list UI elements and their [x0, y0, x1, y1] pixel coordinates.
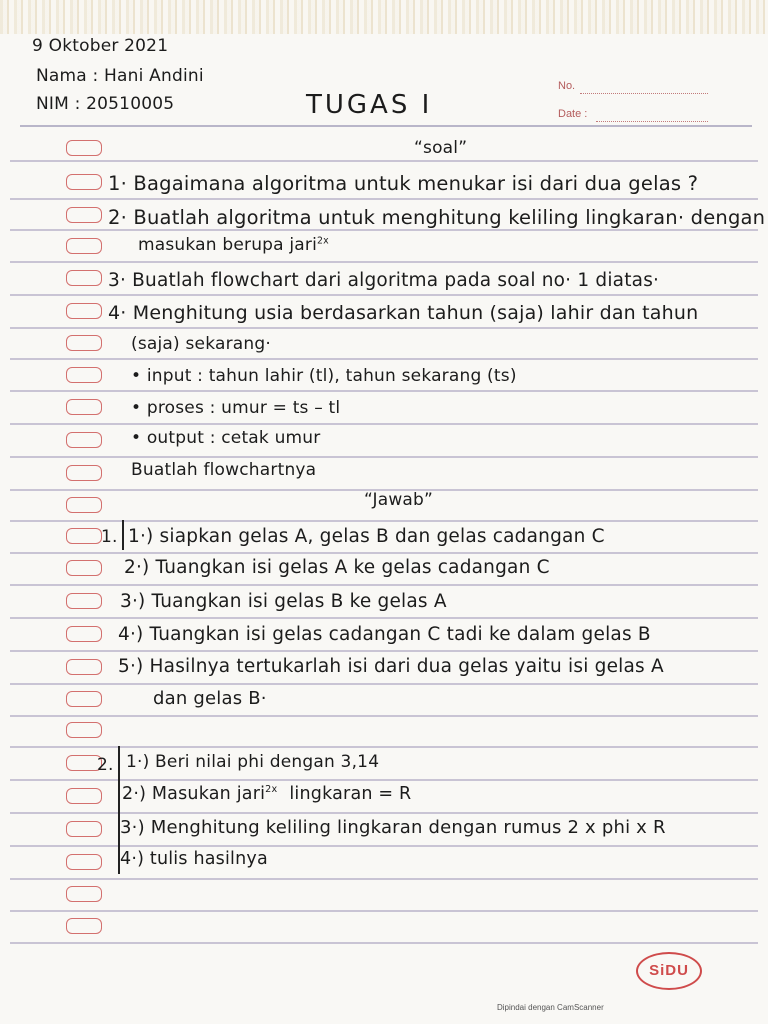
answer-1-step-5-cont: dan gelas B· [153, 688, 267, 709]
soal-line-7: • input : tahun lahir (tl), tahun sekarang (ts) [131, 366, 517, 386]
answer-2-number: 2. [97, 755, 114, 775]
ruled-line [10, 746, 758, 748]
header-rule [20, 125, 752, 127]
ruled-line [10, 358, 758, 360]
superscript: 2x [265, 784, 278, 796]
ruled-line [10, 327, 758, 329]
margin-checkbox [66, 303, 102, 319]
no-field-line [580, 93, 708, 94]
margin-checkbox [66, 174, 102, 190]
ruled-line [10, 942, 758, 944]
date-field-label: Date : [558, 108, 588, 120]
margin-checkbox [66, 367, 102, 383]
margin-checkbox [66, 854, 102, 870]
ruled-line [10, 390, 758, 392]
ruled-line [10, 617, 758, 619]
ruled-line [10, 584, 758, 586]
soal-line-10: Buatlah flowchartnya [131, 460, 317, 480]
ruled-line [10, 845, 758, 847]
soal-heading: “soal” [414, 138, 468, 158]
ruled-line [10, 779, 758, 781]
soal-line-3 [138, 235, 329, 255]
sidu-brand-text: SiDU [649, 962, 689, 979]
soal-line-5: 4· Menghitung usia berdasarkan tahun (saja) lahir dan tahun [108, 302, 699, 324]
margin-checkbox [66, 270, 102, 286]
ruled-line [10, 456, 758, 458]
soal-line-8: • proses : umur = ts – tl [131, 398, 341, 418]
superscript: 2x [317, 235, 329, 247]
margin-checkbox [66, 886, 102, 902]
margin-checkbox [66, 593, 102, 609]
ruled-line [10, 229, 758, 231]
margin-checkbox [66, 821, 102, 837]
ruled-line [10, 650, 758, 652]
margin-checkbox [66, 560, 102, 576]
assignment-title: TUGAS I [306, 90, 433, 120]
answer-1-bracket [122, 520, 124, 550]
answer-1-step-2: 2·) Tuangkan isi gelas A ke gelas cadangan C [124, 557, 550, 578]
soal-line-6: (saja) sekarang· [131, 334, 271, 354]
date-field-line [596, 121, 708, 122]
answer-1-step-5: 5·) Hasilnya tertukarlah isi dari dua gelas yaitu isi gelas A [118, 656, 664, 677]
ruled-line [10, 261, 758, 263]
margin-checkbox [66, 207, 102, 223]
answer-2-step-1: 1·) Beri nilai phi dengan 3,14 [126, 752, 380, 772]
margin-checkbox [66, 691, 102, 707]
ruled-line [10, 198, 758, 200]
answer-1-step-3: 3·) Tuangkan isi gelas B ke gelas A [120, 591, 447, 612]
margin-checkbox [66, 722, 102, 738]
margin-checkbox [66, 238, 102, 254]
soal-line-9: • output : cetak umur [131, 428, 321, 448]
ruled-line [10, 552, 758, 554]
margin-checkbox [66, 497, 102, 513]
soal-line-1: 1· Bagaimana algoritma untuk menukar isi dari dua gelas ? [108, 172, 699, 195]
answer-1-step-1: 1·) siapkan gelas A, gelas B dan gelas cadangan C [128, 526, 605, 547]
ruled-line [10, 812, 758, 814]
margin-checkbox [66, 918, 102, 934]
ruled-line [10, 683, 758, 685]
margin-checkbox [66, 465, 102, 481]
margin-checkbox [66, 788, 102, 804]
student-name: Nama : Hani Andini [36, 66, 204, 86]
student-nim: NIM : 20510005 [36, 94, 175, 114]
date-line: 9 Oktober 2021 [32, 36, 169, 56]
margin-checkbox [66, 659, 102, 675]
ruled-line [10, 715, 758, 717]
ruled-line [10, 294, 758, 296]
soal-line-3-text: masukan berupa jari [138, 235, 318, 255]
answer-1-number: 1. [101, 527, 118, 547]
sidu-brand-seal [636, 952, 702, 990]
margin-checkbox [66, 626, 102, 642]
margin-checkbox [66, 432, 102, 448]
torn-paper-edge [0, 0, 768, 34]
margin-checkbox [66, 335, 102, 351]
margin-checkbox [66, 140, 102, 156]
answer-2-step-2-text: 2·) Masukan jari [122, 784, 266, 804]
ruled-line [10, 878, 758, 880]
answer-1-step-4: 4·) Tuangkan isi gelas cadangan C tadi ke dalam gelas B [118, 624, 651, 645]
answer-2-step-2 [122, 784, 411, 804]
scanner-watermark: Dipindai dengan CamScanner [497, 1003, 604, 1012]
soal-line-4: 3· Buatlah flowchart dari algoritma pada soal no· 1 diatas· [108, 270, 660, 291]
answer-2-step-3: 3·) Menghitung keliling lingkaran dengan rumus 2 x phi x R [120, 817, 666, 838]
answer-2-step-2-tail: lingkaran = R [289, 784, 412, 804]
margin-checkbox [66, 528, 102, 544]
margin-checkbox [66, 399, 102, 415]
soal-line-2: 2· Buatlah algoritma untuk menghitung keliling lingkaran· dengan [108, 206, 766, 229]
answer-2-step-4: 4·) tulis hasilnya [120, 849, 268, 869]
no-field-label: No. [558, 80, 576, 92]
ruled-line [10, 160, 758, 162]
ruled-line [10, 910, 758, 912]
ruled-line [10, 423, 758, 425]
jawab-heading: “Jawab” [364, 490, 434, 510]
